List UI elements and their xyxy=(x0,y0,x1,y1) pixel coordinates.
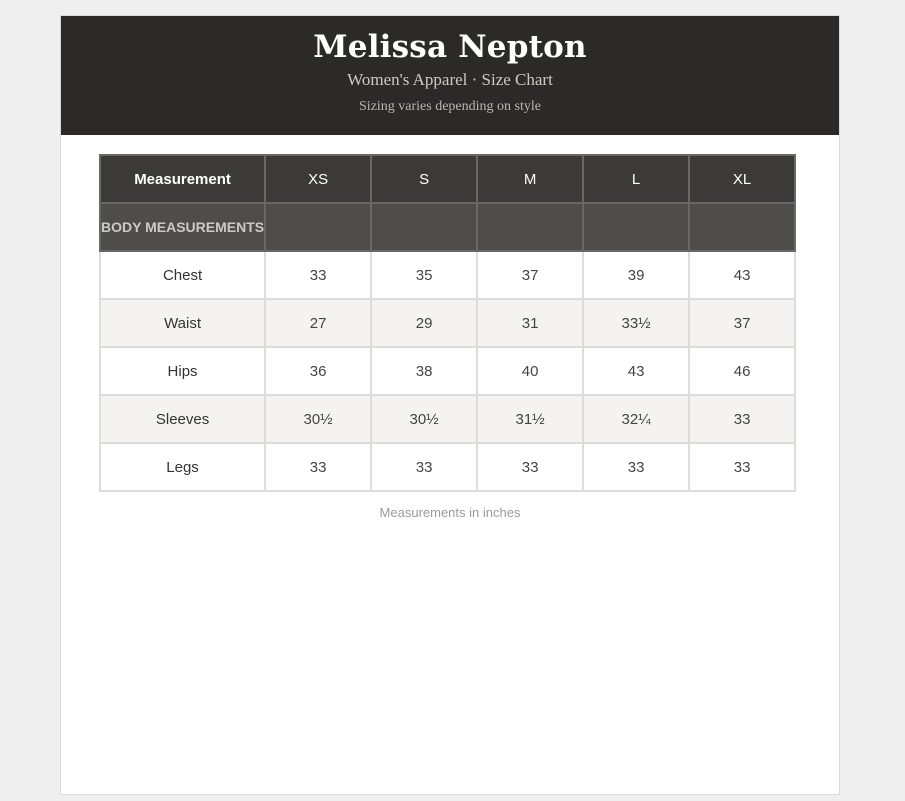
table-cell: 31½ xyxy=(477,395,583,443)
table-row-chest xyxy=(100,251,795,299)
size-table xyxy=(99,154,796,492)
table-cell: 33 xyxy=(371,443,477,491)
section-cell xyxy=(477,203,583,251)
table-cell: 32¼ xyxy=(583,395,689,443)
table-cell: 33 xyxy=(265,443,371,491)
brand-title: Melissa Nepton xyxy=(313,29,587,65)
table-header-row xyxy=(100,155,795,203)
row-label: Sleeves xyxy=(100,395,265,443)
table-cell: 30½ xyxy=(371,395,477,443)
table-cell: 38 xyxy=(371,347,477,395)
table-cell: 37 xyxy=(689,299,795,347)
column-header-l: L xyxy=(583,155,689,203)
section-cell xyxy=(265,203,371,251)
row-label: Waist xyxy=(100,299,265,347)
table-cell: 39 xyxy=(583,251,689,299)
table-cell: 35 xyxy=(371,251,477,299)
page-tagline: Sizing varies depending on style xyxy=(359,99,541,114)
table-cell: 33 xyxy=(689,443,795,491)
table-row-waist xyxy=(100,299,795,347)
table-cell: 33 xyxy=(689,395,795,443)
table-row-legs xyxy=(100,443,795,491)
table-row-sleeves xyxy=(100,395,795,443)
table-cell: 33 xyxy=(477,443,583,491)
row-label: Hips xyxy=(100,347,265,395)
size-chart-page xyxy=(60,15,840,795)
column-header-measurement: Measurement xyxy=(100,155,265,203)
table-cell: 33½ xyxy=(583,299,689,347)
row-label: Chest xyxy=(100,251,265,299)
table-cell: 37 xyxy=(477,251,583,299)
column-header-s: S xyxy=(371,155,477,203)
section-label: BODY MEASUREMENTS xyxy=(100,203,265,251)
table-cell: 27 xyxy=(265,299,371,347)
table-cell: 31 xyxy=(477,299,583,347)
page-header xyxy=(61,16,839,135)
table-cell: 46 xyxy=(689,347,795,395)
page-subtitle: Women's Apparel · Size Chart xyxy=(347,70,553,89)
section-cell xyxy=(583,203,689,251)
row-label: Legs xyxy=(100,443,265,491)
section-cell xyxy=(689,203,795,251)
table-cell: 33 xyxy=(265,251,371,299)
table-cell: 36 xyxy=(265,347,371,395)
table-cell: 30½ xyxy=(265,395,371,443)
section-row-body-measurements xyxy=(100,203,795,251)
column-header-m: M xyxy=(477,155,583,203)
units-footnote: Measurements in inches xyxy=(379,505,521,520)
table-row-hips xyxy=(100,347,795,395)
column-header-xl: XL xyxy=(689,155,795,203)
table-cell: 43 xyxy=(689,251,795,299)
table-cell: 29 xyxy=(371,299,477,347)
table-cell: 40 xyxy=(477,347,583,395)
table-cell: 43 xyxy=(583,347,689,395)
section-cell xyxy=(371,203,477,251)
table-cell: 33 xyxy=(583,443,689,491)
column-header-xs: XS xyxy=(265,155,371,203)
